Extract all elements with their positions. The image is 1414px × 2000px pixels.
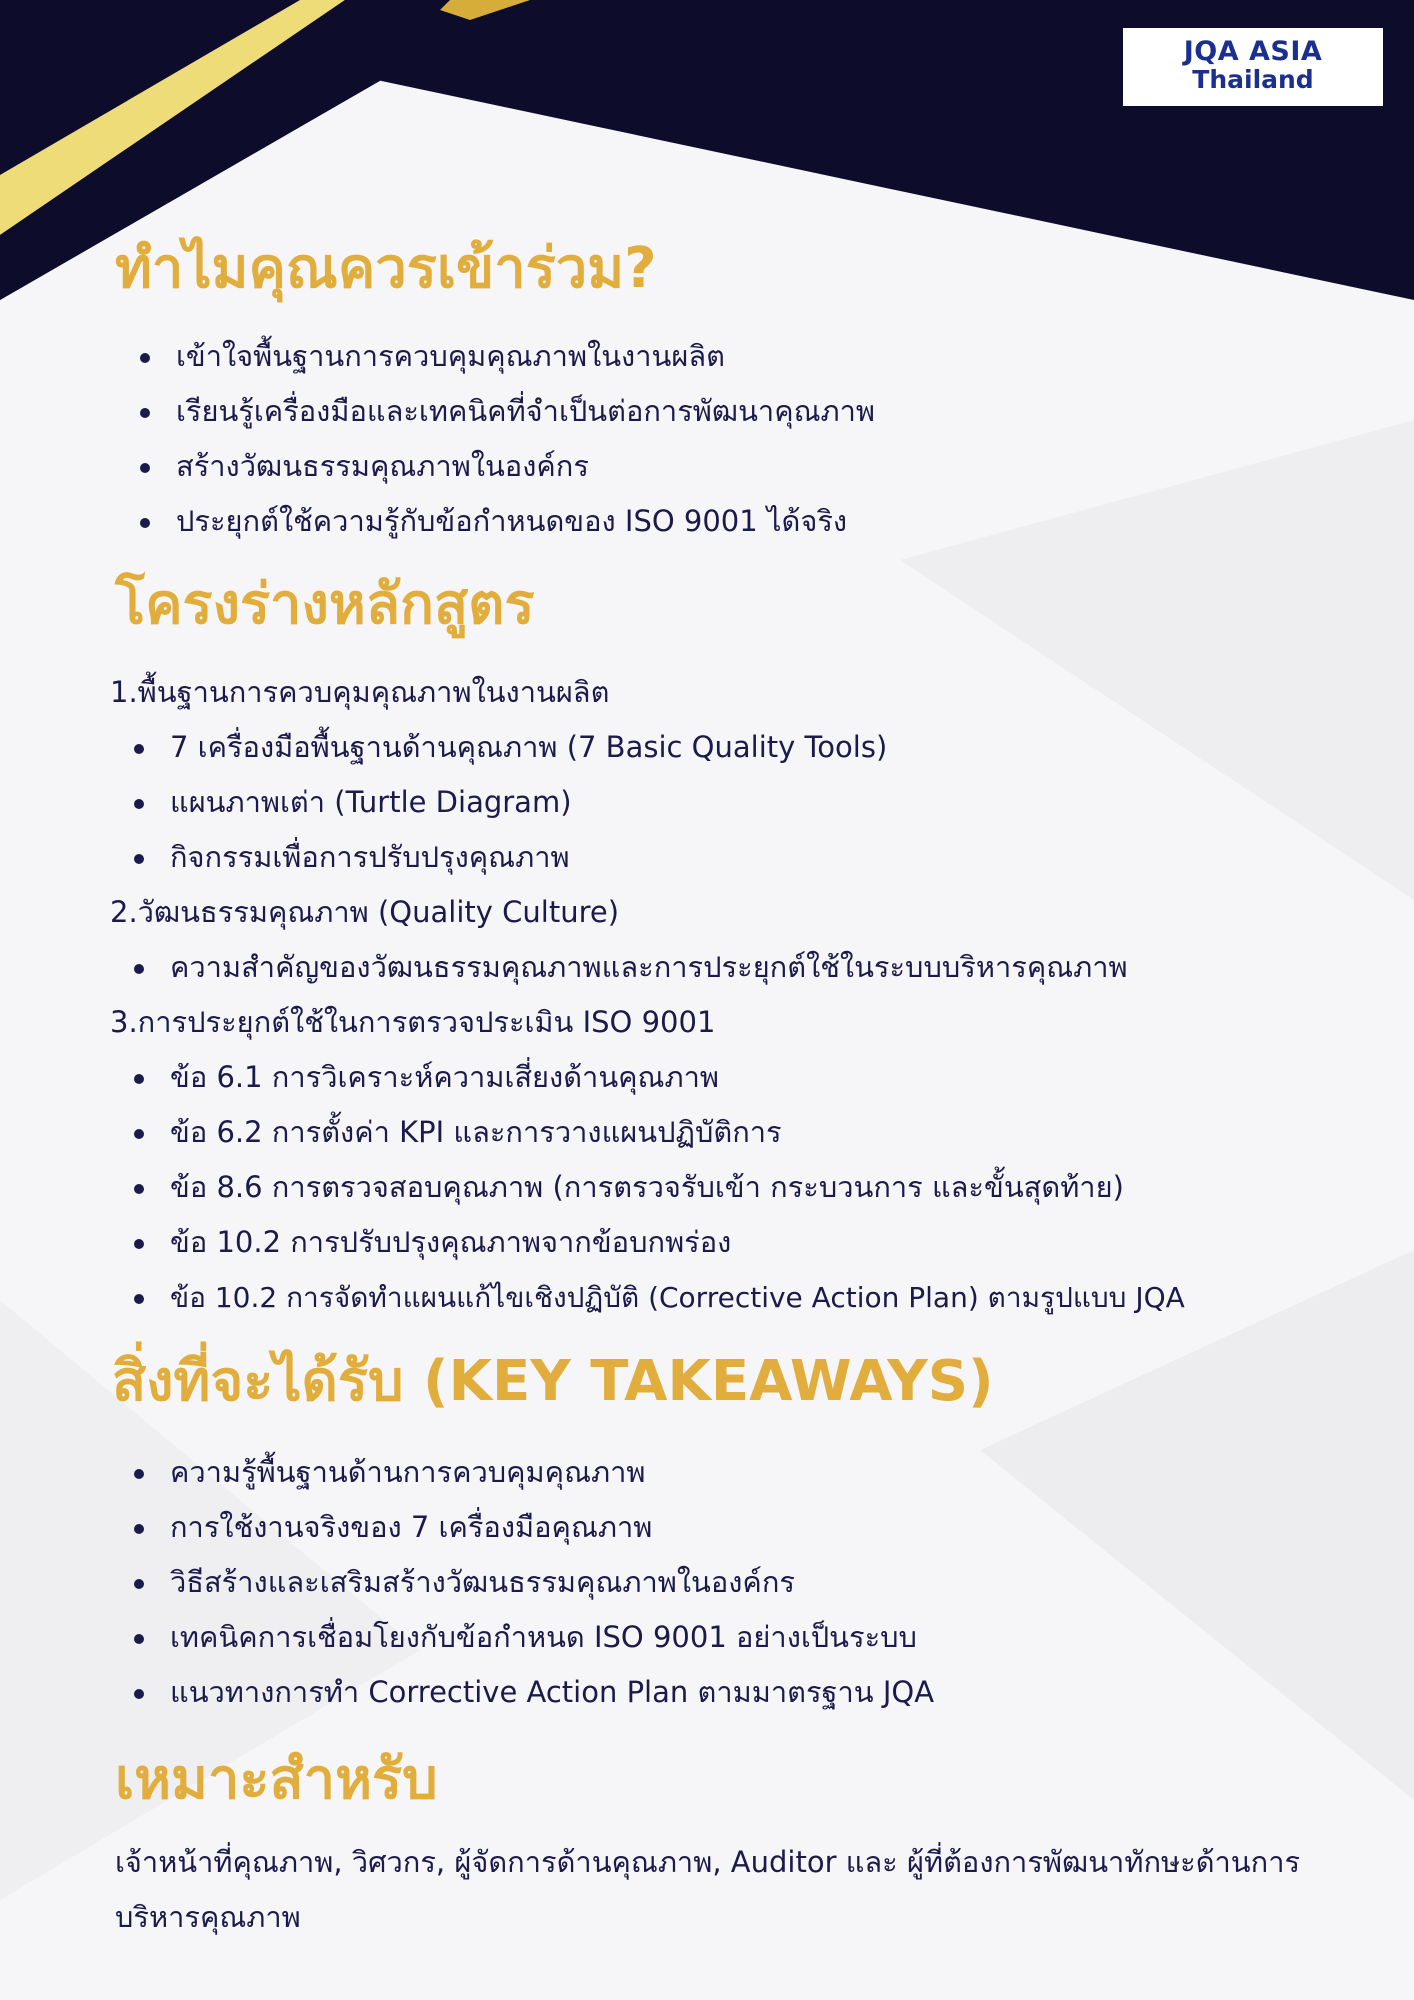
list-item: ประยุกต์ใช้ความรู้กับข้อกำหนดของ ISO 9001 ได้จริง: [140, 494, 875, 549]
logo-line-1: JQA ASIA: [1183, 36, 1323, 67]
why-join-title: ทำไมคุณควรเข้าร่วม?: [115, 236, 657, 301]
list-item: ข้อ 10.2 การจัดทำแผนแก้ไขเชิงปฏิบัติ (Corrective Action Plan) ตามรูปแบบ JQA: [134, 1270, 1400, 1325]
list-item: ข้อ 10.2 การปรับปรุงคุณภาพจากข้อบกพร่อง: [134, 1215, 1400, 1270]
list-item: เข้าใจพื้นฐานการควบคุมคุณภาพในงานผลิต: [140, 329, 875, 384]
list-item: ความสำคัญของวัฒนธรรมคุณภาพและการประยุกต์ใช้ในระบบบริหารคุณภาพ: [134, 940, 1400, 995]
course-outline-title: โครงร่างหลักสูตร: [115, 572, 535, 637]
list-item: เทคนิคการเชื่อมโยงกับข้อกำหนด ISO 9001 อย่างเป็นระบบ: [134, 1610, 934, 1665]
key-takeaways-list: [134, 1445, 934, 1720]
list-item: ข้อ 8.6 การตรวจสอบคุณภาพ (การตรวจรับเข้า กระบวนการ และขั้นสุดท้าย): [134, 1160, 1400, 1215]
outline-section-heading: 2.วัฒนธรรมคุณภาพ (Quality Culture): [110, 895, 620, 929]
list-item: ข้อ 6.1 การวิเคราะห์ความเสี่ยงด้านคุณภาพ: [134, 1050, 1400, 1105]
list-item: การใช้งานจริงของ 7 เครื่องมือคุณภาพ: [134, 1500, 934, 1555]
list-item: สร้างวัฒนธรรมคุณภาพในองค์กร: [140, 439, 875, 494]
list-item: ความรู้พื้นฐานด้านการควบคุมคุณภาพ: [134, 1445, 934, 1500]
target-audience-text: เจ้าหน้าที่คุณภาพ, วิศวกร, ผู้จัดการด้านคุณภาพ, Auditor และ ผู้ที่ต้องการพัฒนาทักษะด้านการบริหารคุณภาพ: [115, 1845, 1301, 1934]
key-takeaways-title: สิ่งที่จะได้รับ (KEY TAKEAWAYS): [112, 1349, 994, 1414]
jqa-asia-logo: [1123, 28, 1383, 106]
list-item: วิธีสร้างและเสริมสร้างวัฒนธรรมคุณภาพในองค์กร: [134, 1555, 934, 1610]
outline-section-list: [134, 940, 1400, 995]
outline-section-list: [134, 720, 1400, 885]
list-item: เรียนรู้เครื่องมือและเทคนิคที่จำเป็นต่อการพัฒนาคุณภาพ: [140, 384, 875, 439]
list-item: แผนภาพเต่า (Turtle Diagram): [134, 775, 1400, 830]
list-item: 7 เครื่องมือพื้นฐานด้านคุณภาพ (7 Basic Quality Tools): [134, 720, 1400, 775]
why-join-list: [140, 329, 875, 549]
logo-line-2: Thailand: [1192, 65, 1314, 94]
outline-section-list: [134, 1050, 1400, 1325]
outline-section-heading: 1.พื้นฐานการควบคุมคุณภาพในงานผลิต: [110, 675, 610, 709]
course-outline: [110, 665, 1400, 1325]
list-item: แนวทางการทำ Corrective Action Plan ตามมาตรฐาน JQA: [134, 1665, 934, 1720]
list-item: กิจกรรมเพื่อการปรับปรุงคุณภาพ: [134, 830, 1400, 885]
outline-section-heading: 3.การประยุกต์ใช้ในการตรวจประเมิน ISO 9001: [110, 1005, 716, 1039]
list-item: ข้อ 6.2 การตั้งค่า KPI และการวางแผนปฏิบัติการ: [134, 1105, 1400, 1160]
target-audience-title: เหมาะสำหรับ: [115, 1747, 438, 1812]
